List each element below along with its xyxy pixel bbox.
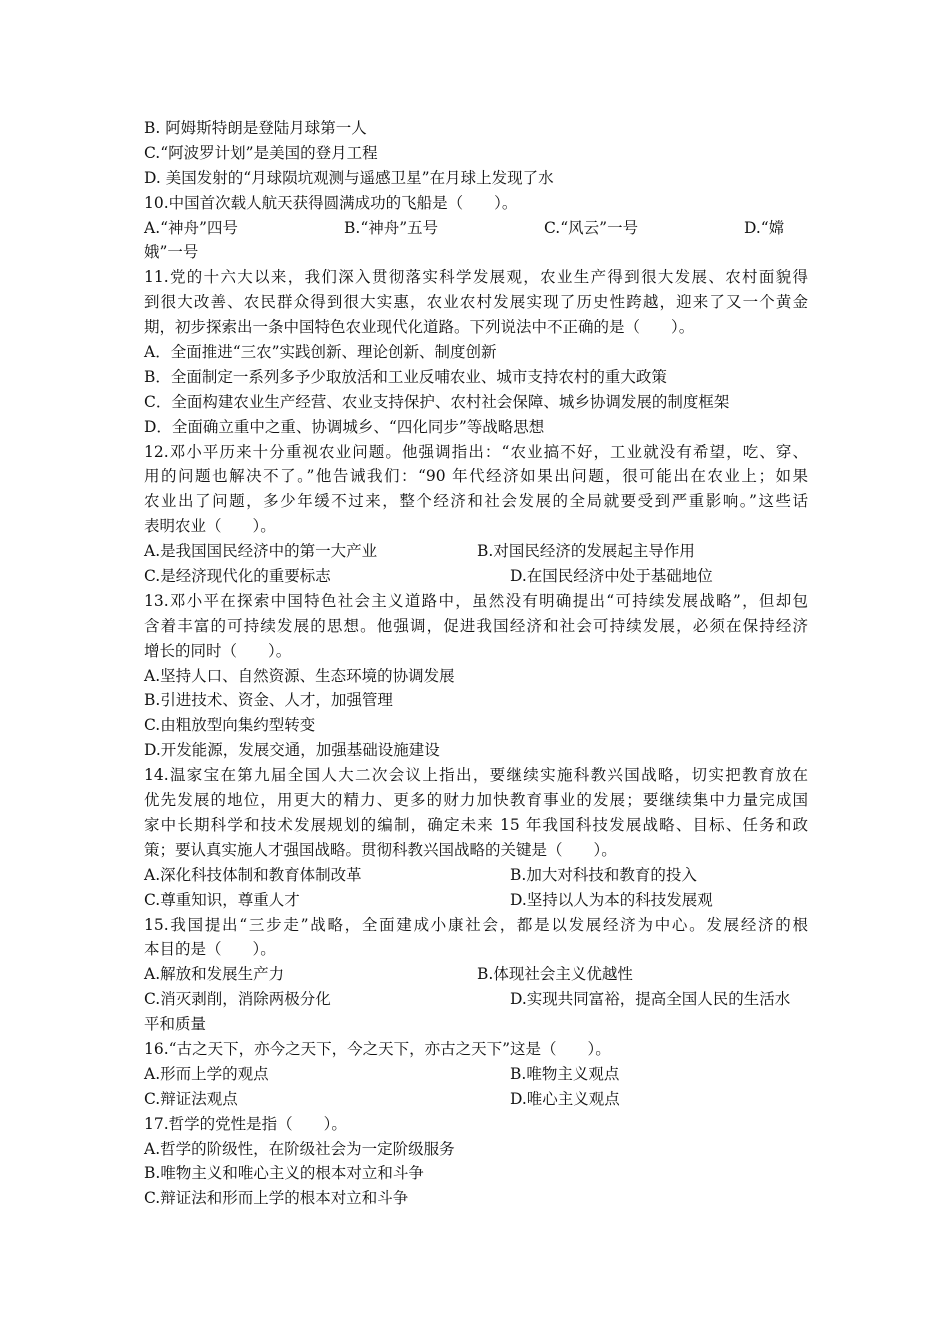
option-line xyxy=(144,240,808,265)
option-line xyxy=(144,664,808,689)
question-text: 11.党的十六大以来，我们深入贯彻落实科学发展观，农业生产得到很大发展、农村面貌得 xyxy=(144,268,808,287)
option-c: C.尊重知识，尊重人才 xyxy=(144,890,300,909)
question-line xyxy=(144,614,808,639)
question-text: 策；要认真实施人才强国战略。贯彻科教兴国战略的关键是（ ）。 xyxy=(144,840,617,859)
question-line xyxy=(144,813,808,838)
question-line xyxy=(144,838,808,863)
option-c: C.辩证法观点 xyxy=(144,1089,238,1108)
option-row xyxy=(144,539,808,564)
option-d: D.开发能源，发展交通，加强基础设施建设 xyxy=(144,741,440,760)
option-row xyxy=(144,564,808,589)
question-line xyxy=(144,440,808,465)
option-row xyxy=(144,987,808,1012)
option-a: A.形而上学的观点 xyxy=(144,1064,269,1083)
option-a: A.解放和发展生产力 xyxy=(144,965,285,984)
option-d: D.唯心主义观点 xyxy=(510,1089,620,1108)
question-text: 15.我国提出“三步走”战略，全面建成小康社会，都是以发展经济为中心。发展经济的根 xyxy=(144,915,808,934)
option-b: B.唯物主义观点 xyxy=(510,1064,620,1083)
option-line xyxy=(144,116,808,141)
option-row xyxy=(144,888,808,913)
option-line xyxy=(144,365,808,390)
option-a: A．全面推进“三农”实践创新、理论创新、制度创新 xyxy=(144,343,497,362)
option-text: C.“阿波罗计划”是美国的登月工程 xyxy=(144,143,378,162)
option-row xyxy=(144,1062,808,1087)
question-text: 用的问题也解决不了。”他告诫我们：“90 年代经济如果出问题，很可能出在农业上；如果 xyxy=(144,467,808,486)
question-line xyxy=(144,315,808,340)
question-text: 家中长期科学和技术发展规划的编制，确定未来 15 年我国科技发展战略、目标、任务和政 xyxy=(144,815,808,834)
question-line xyxy=(144,1037,808,1062)
option-line xyxy=(144,688,808,713)
option-c: C.消灭剥削，消除两极分化 xyxy=(144,990,331,1009)
question-text: 增长的同时（ ）。 xyxy=(144,641,292,660)
option-text: B. 阿姆斯特朗是登陆月球第一人 xyxy=(144,119,367,137)
option-a: A.哲学的阶级性，在阶级社会为一定阶级服务 xyxy=(144,1139,455,1158)
question-line xyxy=(144,290,808,315)
option-b: B.“神舟”五号 xyxy=(344,218,439,237)
question-text: 含着丰富的可持续发展的思想。他强调，促进我国经济和社会可持续发展，必须在保持经济 xyxy=(144,616,808,635)
option-b: B.加大对科技和教育的投入 xyxy=(510,865,697,884)
question-text: 农业出了问题，多少年缓不过来，整个经济和社会发展的全局就要受到严重影响。”这些话 xyxy=(144,492,808,511)
question-text: 到很大改善、农民群众得到很大实惠，农业农村发展实现了历史性跨越，迎来了又一个黄金 xyxy=(144,293,808,312)
question-text: 13.邓小平在探索中国特色社会主义道路中，虽然没有明确提出“可持续发展战略”，但却包 xyxy=(144,591,808,610)
option-line xyxy=(144,1012,808,1037)
option-d: D.“嫦 xyxy=(744,218,785,237)
question-text: 14.温家宝在第九届全国人大二次会议上指出，要继续实施科教兴国战略，切实把教育放在 xyxy=(144,766,808,785)
question-text: 16.“古之天下，亦今之天下，今之天下，亦古之天下”这是（ ）。 xyxy=(144,1039,611,1058)
question-text: 12.邓小平历来十分重视农业问题。他强调指出：“农业搞不好，工业就没有希望，吃、穿、 xyxy=(144,442,808,461)
question-text-body xyxy=(144,116,808,1211)
option-d: D.实现共同富裕，提高全国人民的生活水 xyxy=(510,990,791,1009)
option-a: A.“神舟”四号 xyxy=(144,218,238,237)
option-b: B.引进技术、资金、人才，加强管理 xyxy=(144,691,393,710)
question-text: 本目的是（ ）。 xyxy=(144,940,276,959)
option-d: D．全面确立重中之重、协调城乡、“四化同步”等战略思想 xyxy=(144,417,545,436)
question-line xyxy=(144,913,808,938)
option-row xyxy=(144,962,808,987)
option-c: C.是经济现代化的重要标志 xyxy=(144,567,331,586)
option-a: A.坚持人口、自然资源、生态环境的协调发展 xyxy=(144,666,455,685)
option-d: D.坚持以人为本的科技发展观 xyxy=(510,890,713,909)
question-text: 期，初步探索出一条中国特色农业现代化道路。下列说法中不正确的是（ ）。 xyxy=(144,318,695,337)
question-line xyxy=(144,1112,808,1137)
option-row xyxy=(144,1087,808,1112)
option-line xyxy=(144,713,808,738)
question-line xyxy=(144,937,808,962)
question-line xyxy=(144,464,808,489)
option-line xyxy=(144,415,808,440)
question-text: 优先发展的地位，用更大的精力、更多的财力加快教育事业的发展；要继续集中力量完成国 xyxy=(144,791,808,810)
option-c: C.由粗放型向集约型转变 xyxy=(144,716,316,735)
option-d: D.在国民经济中处于基础地位 xyxy=(510,567,713,586)
question-line xyxy=(144,788,808,813)
option-b: B.对国民经济的发展起主导作用 xyxy=(477,542,695,561)
option-line xyxy=(144,738,808,763)
option-line xyxy=(144,1161,808,1186)
option-line xyxy=(144,340,808,365)
question-text: 表明农业（ ）。 xyxy=(144,517,276,536)
option-line xyxy=(144,1186,808,1211)
option-text: 娥”一号 xyxy=(144,243,199,262)
question-line xyxy=(144,589,808,614)
option-c: C.辩证法和形而上学的根本对立和斗争 xyxy=(144,1189,409,1208)
option-line xyxy=(144,1137,808,1162)
question-line xyxy=(144,489,808,514)
question-line xyxy=(144,265,808,290)
question-line xyxy=(144,763,808,788)
option-row xyxy=(144,863,808,888)
question-text: 10.中国首次载人航天获得圆满成功的飞船是（ ）。 xyxy=(144,193,518,212)
option-line xyxy=(144,166,808,191)
option-text: 平和质量 xyxy=(144,1015,207,1034)
option-a: A.是我国国民经济中的第一大产业 xyxy=(144,542,378,561)
option-row xyxy=(144,216,808,241)
option-line xyxy=(144,390,808,415)
option-c: C.“风云”一号 xyxy=(544,218,639,237)
question-line xyxy=(144,191,808,216)
option-b: B.唯物主义和唯心主义的根本对立和斗争 xyxy=(144,1164,424,1183)
option-a: A.深化科技体制和教育体制改革 xyxy=(144,865,362,884)
question-line xyxy=(144,514,808,539)
option-c: C．全面构建农业生产经营、农业支持保护、农村社会保障、城乡协调发展的制度框架 xyxy=(144,392,730,411)
option-b: B．全面制定一系列多予少取放活和工业反哺农业、城市支持农村的重大政策 xyxy=(144,367,667,386)
question-text: 17.哲学的党性是指（ ）。 xyxy=(144,1114,347,1133)
option-b: B.体现社会主义优越性 xyxy=(477,965,633,984)
option-line xyxy=(144,141,808,166)
question-line xyxy=(144,639,808,664)
option-text: D. 美国发射的“月球陨坑观测与遥感卫星”在月球上发现了水 xyxy=(144,168,554,187)
